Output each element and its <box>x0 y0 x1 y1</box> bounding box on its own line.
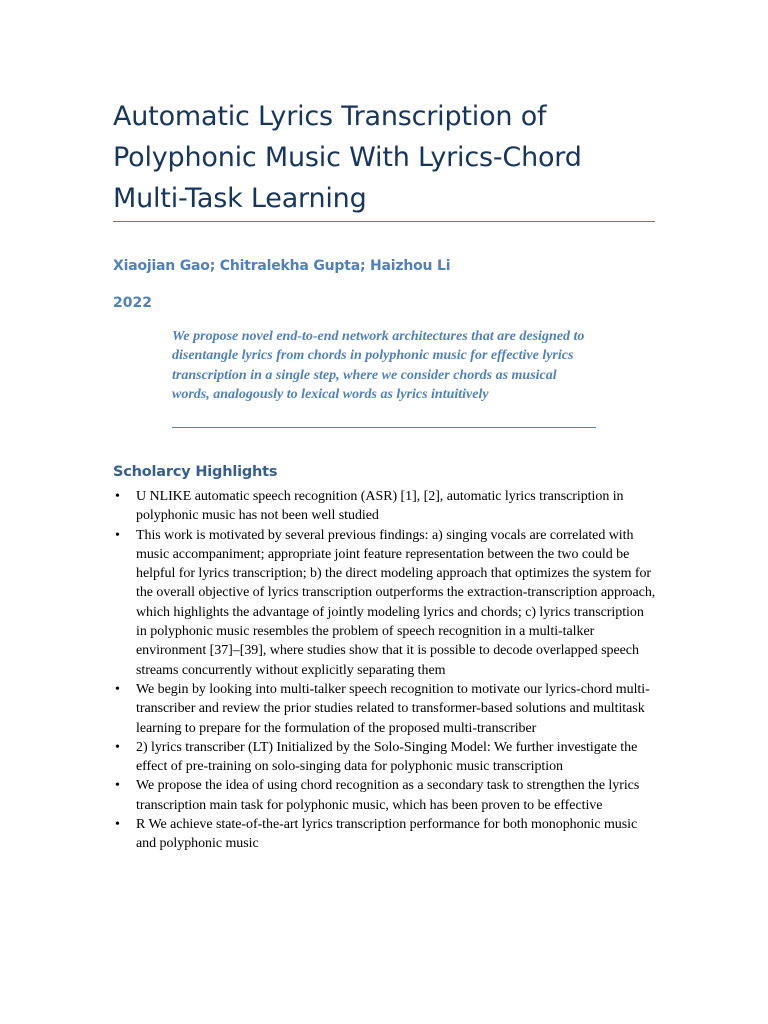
abstract-divider <box>172 427 596 428</box>
list-item-text: We propose the idea of using chord recognition as a secondary task to strengthen the lyrics transcription main task for polyphonic music, which has been proven to be effective <box>136 778 640 813</box>
list-item <box>113 487 658 526</box>
bullet-icon: • <box>115 681 120 697</box>
bullet-icon: • <box>115 778 120 794</box>
bullet-icon: • <box>115 527 120 543</box>
list-item-text: We begin by looking into multi-talker speech recognition to motivate our lyrics-chord multi-transcriber and review the prior studies related to transformer-based solutions and multitask learning to prepare for the formulation of the proposed multi-transcriber <box>136 681 650 736</box>
list-item <box>113 526 658 680</box>
bullet-icon: • <box>115 739 120 755</box>
abstract-text: We propose novel end-to-end network architectures that are designed to disentangle lyrics from chords in polyphonic music for effective lyrics transcription in a single step, where we consider chords as musical words, analogously to lexical words as lyrics intuitively <box>172 329 585 402</box>
publication-year: 2022 <box>113 295 152 311</box>
bullet-icon: • <box>115 817 120 833</box>
title-divider <box>113 221 655 222</box>
list-item-text: U NLIKE automatic speech recognition (ASR) [1], [2], automatic lyrics transcription in polyphonic music has not been well studied <box>136 489 624 524</box>
list-item <box>113 815 658 854</box>
highlights-list <box>113 487 658 854</box>
highlights-heading: Scholarcy Highlights <box>113 464 278 480</box>
author-list: Xiaojian Gao; Chitralekha Gupta; Haizhou Li <box>113 258 451 274</box>
list-item <box>113 680 658 738</box>
document-title: Automatic Lyrics Transcription of Polyphonic Music With Lyrics-Chord Multi-Task Learning <box>113 101 582 214</box>
list-item <box>113 738 658 777</box>
list-item-text: R We achieve state-of-the-art lyrics transcription performance for both monophonic music and polyphonic music <box>136 817 638 852</box>
list-item <box>113 776 658 815</box>
bullet-icon: • <box>115 489 120 504</box>
list-item-text: 2) lyrics transcriber (LT) Initialized by the Solo-Singing Model: We further investigate the effect of pre-training on solo-singing data for polyphonic music transcription <box>136 739 638 775</box>
list-item-text: This work is motivated by several previous findings: a) singing vocals are correlated with music accompaniment; appropriate joint feature representation between the two could be helpful for lyrics transcription; b) the direct modeling approach that optimizes the system for the overall objective of lyrics transcription outperforms the extraction-transcription approach, which highlights the advantage of jointly modeling lyrics and chords; c) lyrics transcription in polyphonic music resembles the problem of speech recognition in a multi-talker environment [37]–[39], where studies show that it is possible to decode overlapped speech streams concurrently without explicitly separating them <box>136 527 656 678</box>
